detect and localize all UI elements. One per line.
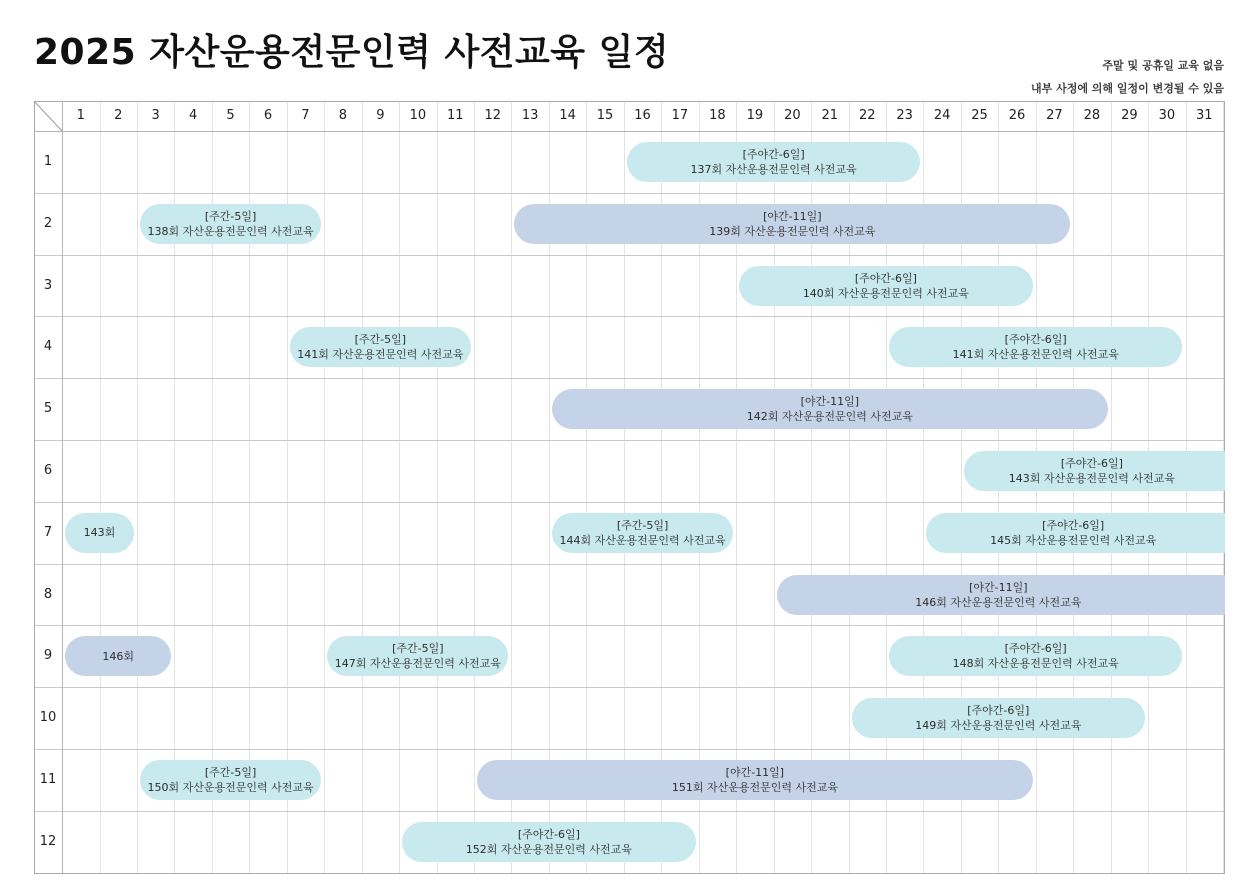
event-label: 141회 자산운용전문인력 사전교육	[952, 348, 1119, 362]
month-label: 4	[43, 339, 53, 355]
event-tag: [야간-11일]	[969, 580, 1028, 594]
event-label: 139회 자산운용전문인력 사전교육	[709, 224, 876, 238]
event-tag: [주야간-6일]	[517, 827, 580, 841]
event-bar[interactable]	[889, 636, 1183, 676]
day-header: 15	[596, 108, 614, 123]
day-header: 9	[376, 108, 385, 123]
event-tag: [주야간-6일]	[967, 704, 1030, 718]
event-label: 143회 자산운용전문인력 사전교육	[1008, 471, 1175, 485]
event-bar[interactable]	[140, 204, 321, 244]
month-label: 7	[43, 524, 53, 540]
event-tag: [주야간-6일]	[1004, 642, 1067, 656]
day-header: 20	[784, 108, 801, 123]
event-bar[interactable]	[777, 575, 1244, 615]
event-label: 140회 자산운용전문인력 사전교육	[802, 286, 969, 300]
day-header: 19	[746, 108, 764, 123]
corner-diagonal	[34, 101, 62, 131]
day-gridline	[474, 101, 475, 873]
event-bar[interactable]	[65, 513, 134, 553]
event-bar[interactable]	[964, 451, 1244, 491]
event-tag: [주간-5일]	[354, 333, 407, 347]
event-bar[interactable]	[739, 266, 1033, 306]
event-tag: [주간-5일]	[204, 209, 257, 223]
event-bar[interactable]	[926, 513, 1244, 553]
event-label: 138회 자산운용전문인력 사전교육	[147, 224, 314, 238]
day-gridline	[362, 101, 363, 873]
event-bar[interactable]	[477, 760, 1033, 800]
event-tag: [주야간-6일]	[742, 147, 805, 161]
event-bar[interactable]	[290, 327, 471, 367]
event-tag: [야간-11일]	[800, 395, 859, 409]
event-tag: [주간-5일]	[616, 518, 669, 532]
event-label: 152회 자산운용전문인력 사전교육	[465, 842, 632, 856]
day-header: 26	[1008, 108, 1026, 123]
day-header: 27	[1046, 108, 1063, 123]
day-gridline	[100, 101, 101, 873]
event-label: 145회 자산운용전문인력 사전교육	[990, 533, 1157, 547]
month-label: 1	[43, 154, 53, 169]
event-bar[interactable]	[889, 327, 1183, 367]
day-gridline	[324, 101, 325, 873]
month-label: 10	[39, 710, 57, 726]
day-header: 4	[189, 108, 198, 123]
month-label: 8	[43, 586, 53, 602]
event-tag: [주야간-6일]	[854, 271, 917, 285]
note-schedule-change: 내부 사정에 의해 일정이 변경될 수 있음	[1031, 82, 1224, 95]
event-label: 146회	[102, 649, 134, 663]
event-tag: [주간-5일]	[204, 765, 257, 779]
day-header: 21	[821, 108, 839, 123]
month-row-line	[34, 502, 1224, 503]
grid-border-bottom	[34, 873, 1224, 874]
month-row-line	[34, 625, 1224, 626]
day-header: 1	[76, 108, 85, 123]
month-row-line	[34, 193, 1224, 194]
event-label: 151회 자산운용전문인력 사전교육	[671, 780, 838, 794]
day-header: 3	[151, 108, 160, 123]
header-bottom-line	[34, 131, 1224, 132]
event-bar[interactable]	[552, 389, 1108, 429]
event-bar[interactable]	[402, 822, 696, 862]
day-header: 5	[226, 108, 235, 123]
day-header: 13	[521, 108, 539, 123]
month-row-line	[34, 564, 1224, 565]
day-gridline	[511, 101, 512, 873]
month-label: 9	[43, 648, 53, 664]
day-header: 12	[484, 108, 502, 123]
event-tag: [주간-5일]	[392, 642, 444, 656]
day-header: 31	[1195, 108, 1213, 123]
page-title: 2025 자산운용전문인력 사전교육 일정	[34, 32, 670, 73]
event-bar[interactable]	[327, 636, 508, 676]
day-gridline	[437, 101, 438, 873]
month-label: 11	[39, 772, 57, 787]
event-label: 141회 자산운용전문인력 사전교육	[297, 348, 464, 362]
day-header: 17	[671, 108, 689, 123]
day-header: 23	[896, 108, 913, 123]
month-row-line	[34, 811, 1224, 812]
month-label: 12	[39, 833, 57, 849]
day-header: 11	[446, 108, 464, 123]
month-label: 2	[43, 215, 53, 231]
event-label: 144회 자산운용전문인력 사전교육	[559, 533, 726, 547]
day-header: 10	[409, 108, 427, 123]
day-header: 8	[338, 108, 348, 123]
day-header: 16	[634, 108, 651, 123]
event-tag: [주야간-6일]	[1060, 456, 1123, 470]
event-bar[interactable]	[852, 698, 1146, 738]
event-bar[interactable]	[65, 636, 171, 676]
event-tag: [야간-11일]	[725, 765, 785, 779]
day-gridline	[137, 101, 138, 873]
month-row-line	[34, 378, 1224, 379]
day-header: 30	[1158, 108, 1176, 123]
event-label: 142회 자산운용전문인력 사전교육	[746, 410, 913, 424]
event-label: 150회 자산운용전문인력 사전교육	[147, 780, 314, 794]
day-header: 24	[933, 108, 951, 123]
day-gridline	[399, 101, 400, 873]
event-tag: [야간-11일]	[763, 209, 822, 223]
event-bar[interactable]	[140, 760, 321, 800]
month-row-line	[34, 440, 1224, 441]
event-label: 143회	[83, 526, 116, 540]
day-header: 25	[971, 108, 988, 123]
day-header: 22	[858, 108, 876, 123]
day-header: 14	[559, 108, 576, 123]
day-header: 29	[1121, 108, 1138, 123]
month-label: 6	[43, 463, 53, 478]
event-label: 148회 자산운용전문인력 사전교육	[952, 657, 1119, 671]
day-header: 7	[301, 108, 310, 123]
day-header: 28	[1083, 108, 1101, 123]
event-bar[interactable]	[514, 204, 1070, 244]
note-no-weekend: 주말 및 공휴일 교육 없음	[1102, 59, 1224, 72]
month-row-line	[34, 749, 1224, 750]
right-mask	[1225, 101, 1260, 875]
month-label: 5	[43, 401, 53, 417]
month-row-line	[34, 687, 1224, 688]
day-header: 18	[709, 108, 726, 123]
event-bar[interactable]	[552, 513, 733, 553]
month-row-line	[34, 255, 1224, 256]
month-label: 3	[43, 277, 53, 293]
label-column-divider	[62, 101, 63, 873]
event-label: 146회 자산운용전문인력 사전교육	[915, 595, 1082, 609]
event-label: 137회 자산운용전문인력 사전교육	[690, 162, 857, 176]
event-tag: [주야간-6일]	[1042, 518, 1105, 532]
event-bar[interactable]	[627, 142, 921, 182]
day-header: 2	[114, 108, 123, 123]
day-header: 6	[263, 108, 273, 123]
event-label: 147회 자산운용전문인력 사전교육	[334, 657, 501, 671]
event-tag: [주야간-6일]	[1004, 333, 1067, 347]
month-row-line	[34, 316, 1224, 317]
event-label: 149회 자산운용전문인력 사전교육	[915, 719, 1082, 733]
